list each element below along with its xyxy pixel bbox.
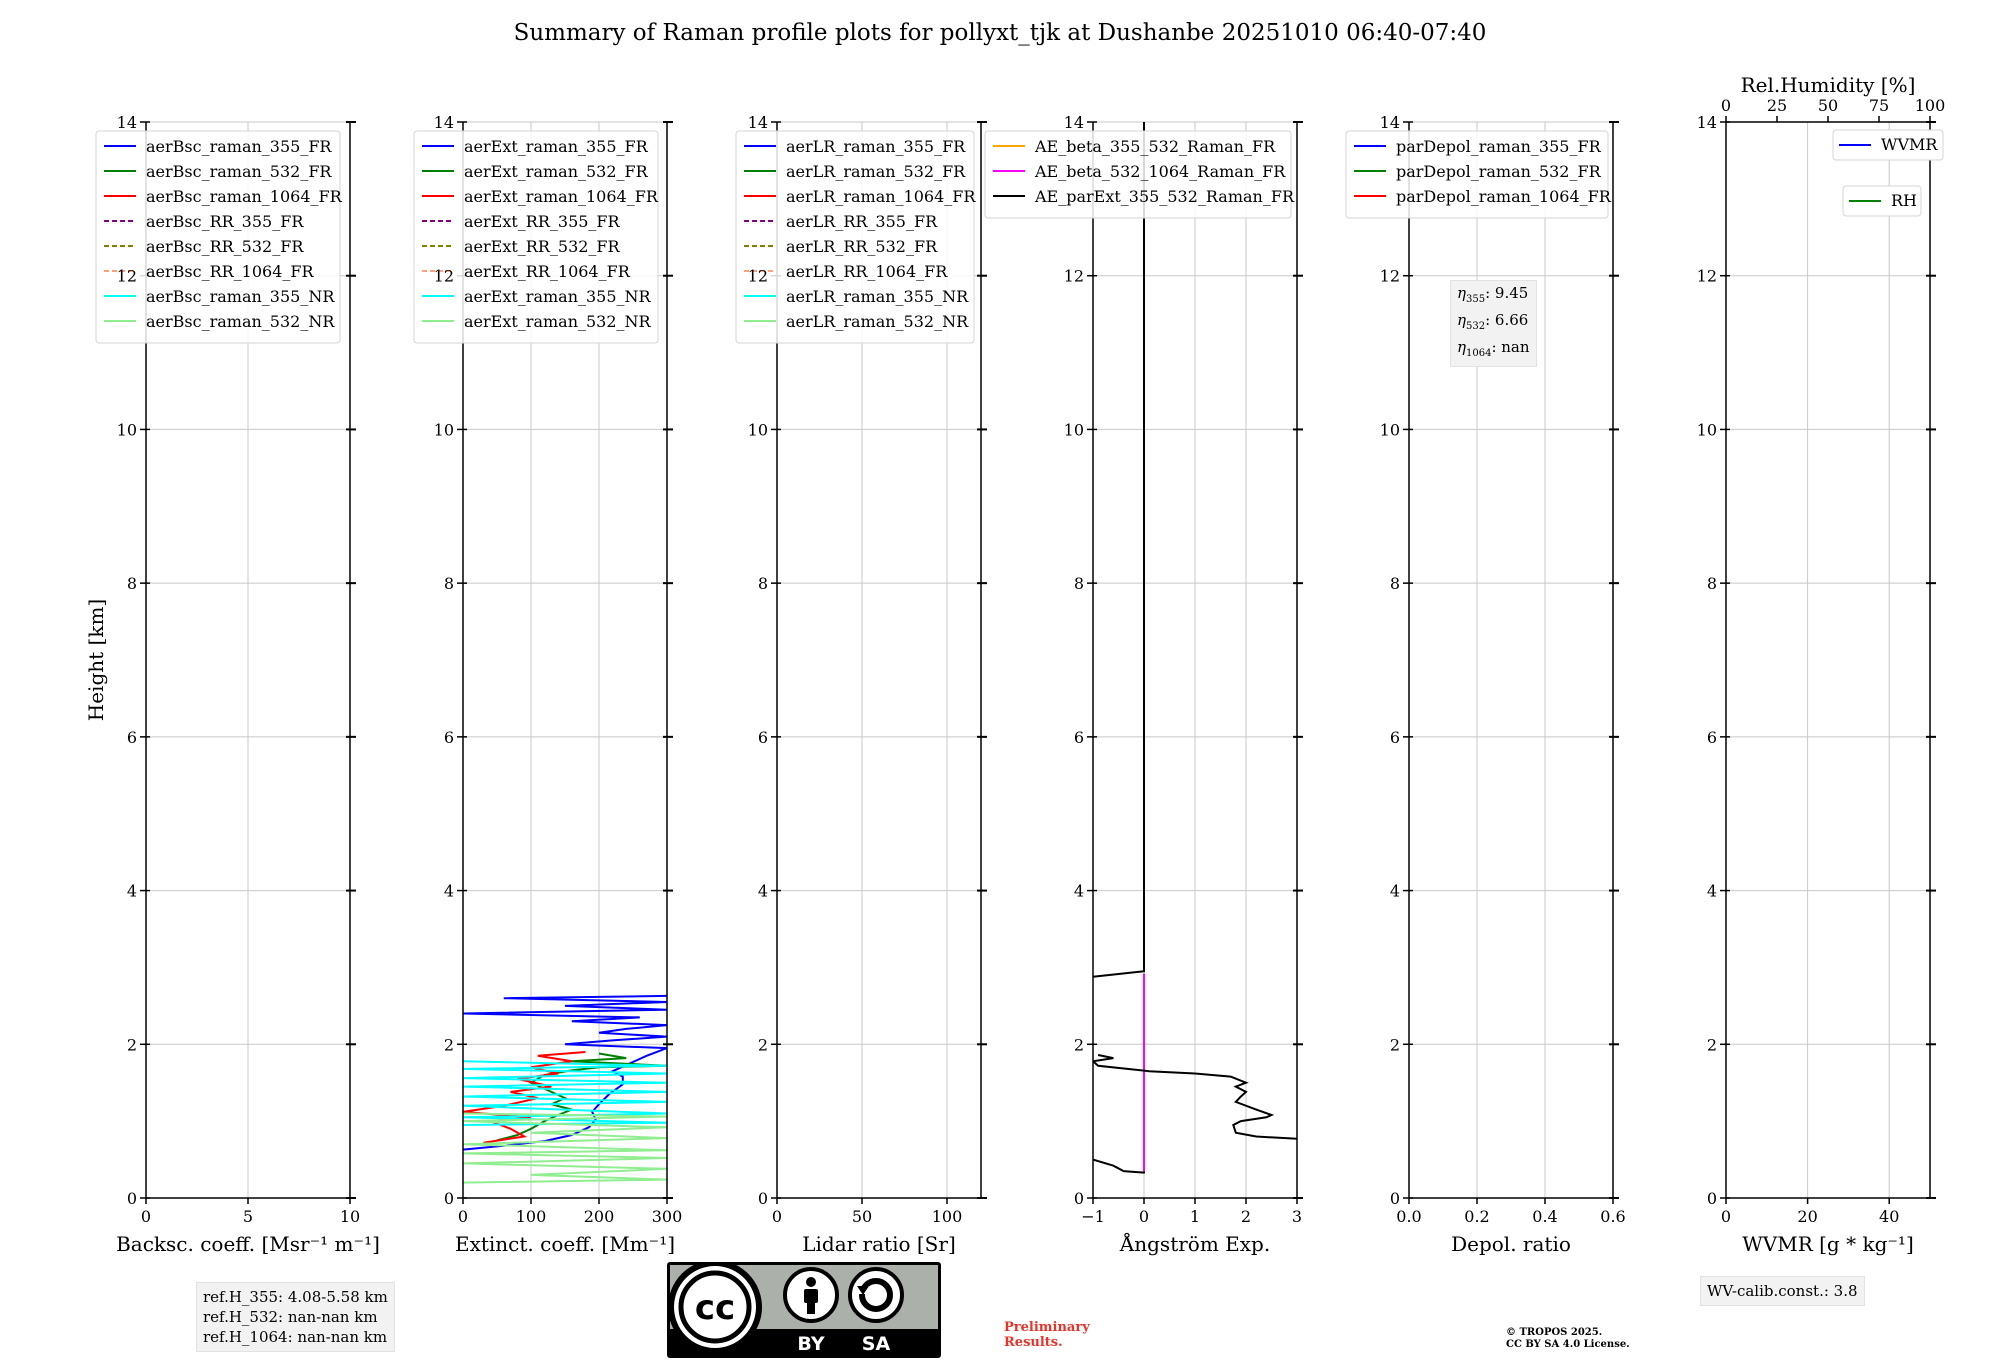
ytick-label: 10 [116,420,137,440]
panel-lr [736,122,987,1204]
x2tick-label: 100 [1914,96,1946,115]
eta-1064: $\eta_{1064}$: nan [1457,338,1530,359]
legend-entry-aerBsc_RR_355_FR: aerBsc_RR_355_FR [146,212,304,231]
legend-entry-aerExt_RR_355_FR: aerExt_RR_355_FR [464,212,620,231]
ytick-label: 14 [1379,113,1400,132]
ytick-label: 4 [757,881,768,901]
yaxis-label: Height [km] [84,598,108,722]
ytick-label: 6 [1389,727,1400,747]
legend-entry-aerLR_RR_1064_FR: aerLR_RR_1064_FR [786,262,948,281]
cc-icon [671,1263,759,1351]
xtick-label: 200 [583,1207,615,1226]
legend-entry-aerExt_raman_355_NR: aerExt_raman_355_NR [464,287,651,306]
badge-sa-label: SA [861,1333,891,1355]
reference-height-box [196,1282,395,1352]
ytick-label: 12 [1063,266,1084,286]
xtick-label: 0 [457,1207,469,1226]
ytick-label: 0 [757,1189,768,1208]
ytick-label: 6 [126,727,137,747]
xtick-label: 100 [931,1207,963,1226]
ytick-label: 2 [1706,1035,1717,1055]
ytick-label: 2 [126,1035,137,1055]
legend-entry-aerLR_raman_355_FR: aerLR_raman_355_FR [786,137,966,156]
legend-entry-aerLR_RR_355_FR: aerLR_RR_355_FR [786,212,938,231]
cc-by-sa-license-badge [667,1262,941,1358]
ytick-label: 6 [757,727,768,747]
ytick-label: 0 [1706,1189,1717,1208]
x2tick-label: 0 [1720,96,1732,115]
ytick-label: 14 [116,113,137,132]
legend-entry-aerExt_RR_532_FR: aerExt_RR_532_FR [464,237,620,256]
xtick-label: 300 [651,1207,683,1226]
badge-by-label: BY [797,1333,825,1355]
legend-entry-aerExt_raman_355_FR: aerExt_raman_355_FR [464,137,648,156]
xtick-label: 0.0 [1396,1207,1422,1226]
ytick-label: 12 [1696,266,1717,286]
legend-entry-aerExt_raman_1064_FR: aerExt_raman_1064_FR [464,187,658,206]
xtick-label: 0 [1720,1207,1732,1226]
xtick-label: 0.4 [1532,1207,1558,1226]
ytick-label: 10 [1063,420,1084,440]
ytick-label: 12 [1379,266,1400,286]
legend-entry-aerBsc_RR_532_FR: aerBsc_RR_532_FR [146,237,304,256]
ytick-label: 2 [1073,1035,1084,1055]
xtick-label: 0 [1138,1207,1150,1226]
legend-entry-aerBsc_raman_532_FR: aerBsc_raman_532_FR [146,162,332,181]
ytick-label: 14 [1063,113,1084,132]
ytick-label: 8 [1073,574,1084,594]
ref-height-1064: ref.H_1064: nan-nan km [203,1328,388,1346]
ytick-label: 4 [1389,881,1400,901]
legend-entry-aerLR_raman_532_FR: aerLR_raman_532_FR [786,162,966,181]
ytick-label: 14 [1696,113,1717,132]
legend-entry-parDepol_raman_355_FR: parDepol_raman_355_FR [1396,137,1601,156]
xtick-label: 10 [339,1207,361,1226]
xtick-label: 0.6 [1600,1207,1626,1226]
xaxis-label: Ångström Exp. [1119,1232,1271,1256]
legend-entry-AE_beta_355_532_Raman_FR: AE_beta_355_532_Raman_FR [1035,137,1276,156]
ytick-label: 8 [126,574,137,594]
xtick-label: 3 [1291,1207,1303,1226]
wv-calibration-box: WV-calib.const.: 3.8 [1700,1276,1865,1306]
xaxis-label: Lidar ratio [Sr] [802,1232,956,1256]
xaxis-label: Backsc. coeff. [Msr⁻¹ m⁻¹] [116,1232,380,1256]
ytick-label: 14 [747,113,768,132]
ytick-label: 12 [116,266,137,286]
x2tick-label: 75 [1868,96,1890,115]
legend-entry-WVMR: WVMR [1881,135,1938,154]
ytick-label: 0 [1389,1189,1400,1208]
ytick-label: 0 [1073,1189,1084,1208]
legend-entry-aerBsc_raman_532_NR: aerBsc_raman_532_NR [146,312,335,331]
panel-ae [985,122,1303,1204]
xaxis-label: Depol. ratio [1451,1232,1571,1256]
x2tick-label: 25 [1766,96,1788,115]
xtick-label: 20 [1797,1207,1818,1226]
x2tick-label: 50 [1817,96,1839,115]
preliminary-results-note: Preliminary Results. [1004,1320,1090,1350]
xtick-label: 5 [242,1207,254,1226]
ref-height-355: ref.H_355: 4.08-5.58 km [203,1288,388,1306]
legend-entry-aerLR_raman_355_NR: aerLR_raman_355_NR [786,287,969,306]
copyright-note: © TROPOS 2025. CC BY SA 4.0 License. [1506,1327,1630,1350]
ytick-label: 2 [443,1035,454,1055]
ytick-label: 2 [757,1035,768,1055]
ytick-label: 6 [443,727,454,747]
legend-entry-aerExt_raman_532_FR: aerExt_raman_532_FR [464,162,648,181]
eta-box [1450,280,1537,367]
legend-entry-aerExt_RR_1064_FR: aerExt_RR_1064_FR [464,262,630,281]
legend-entry-aerBsc_RR_1064_FR: aerBsc_RR_1064_FR [146,262,314,281]
ytick-label: 6 [1706,727,1717,747]
ytick-label: 8 [1706,574,1717,594]
ytick-label: 4 [443,881,454,901]
ytick-label: 0 [443,1189,454,1208]
xtick-label: 1 [1189,1207,1201,1226]
ytick-label: 4 [1706,881,1717,901]
ref-height-532: ref.H_532: nan-nan km [203,1308,378,1326]
ytick-label: 8 [443,574,454,594]
ytick-label: 10 [1696,420,1717,440]
xtick-label: 2 [1240,1207,1252,1226]
legend-entry-aerLR_raman_1064_FR: aerLR_raman_1064_FR [786,187,976,206]
ytick-label: 6 [1073,727,1084,747]
legend-entry-aerExt_raman_532_NR: aerExt_raman_532_NR [464,312,651,331]
legend-entry-parDepol_raman_532_FR: parDepol_raman_532_FR [1396,162,1601,181]
xtick-label: 40 [1879,1207,1900,1226]
ytick-label: 10 [747,420,768,440]
legend-entry-aerLR_RR_532_FR: aerLR_RR_532_FR [786,237,938,256]
legend-entry-parDepol_raman_1064_FR: parDepol_raman_1064_FR [1396,187,1611,206]
legend-entry-AE_beta_532_1064_Raman_FR: AE_beta_532_1064_Raman_FR [1035,162,1286,181]
xaxis-label: Extinct. coeff. [Mm⁻¹] [454,1232,676,1256]
ytick-label: 14 [433,113,454,132]
x2axis-label: Rel.Humidity [%] [1740,73,1916,97]
ytick-label: 10 [1379,420,1400,440]
ytick-label: 8 [1389,574,1400,594]
eta-532: $\eta_{532}$: 6.66 [1457,311,1529,332]
share-alike-icon [850,1269,902,1321]
xtick-label: −1 [1081,1207,1105,1226]
xtick-label: 0 [140,1207,152,1226]
ytick-label: 4 [1073,881,1084,901]
ytick-label: 4 [126,881,137,901]
ytick-label: 12 [747,266,768,286]
xtick-label: 0 [771,1207,783,1226]
eta-355: $\eta_{355}$: 9.45 [1457,284,1529,305]
legend-entry-aerLR_raman_532_NR: aerLR_raman_532_NR [786,312,969,331]
legend-entry-aerBsc_raman_355_NR: aerBsc_raman_355_NR [146,287,335,306]
xtick-label: 0.2 [1464,1207,1490,1226]
panel-wv [1720,116,1943,1204]
xtick-label: 50 [851,1207,873,1226]
figure-title: Summary of Raman profile plots for pollyxt_tjk at Dushanbe 20251010 06:40-07:40 [513,20,1487,46]
xaxis-label: WVMR [g * kg⁻¹] [1742,1232,1914,1256]
legend-entry-AE_parExt_355_532_Raman_FR: AE_parExt_355_532_Raman_FR [1035,187,1294,206]
ytick-label: 2 [1389,1035,1400,1055]
ytick-label: 10 [433,420,454,440]
person-icon [785,1269,837,1321]
legend-entry-RH: RH [1891,191,1917,210]
legend-entry-aerBsc_raman_1064_FR: aerBsc_raman_1064_FR [146,187,342,206]
cc-letters: cc [694,1288,736,1328]
ytick-label: 8 [757,574,768,594]
ytick-label: 0 [126,1189,137,1208]
ytick-label: 12 [433,266,454,286]
legend-entry-aerBsc_raman_355_FR: aerBsc_raman_355_FR [146,137,332,156]
xtick-label: 100 [515,1207,547,1226]
